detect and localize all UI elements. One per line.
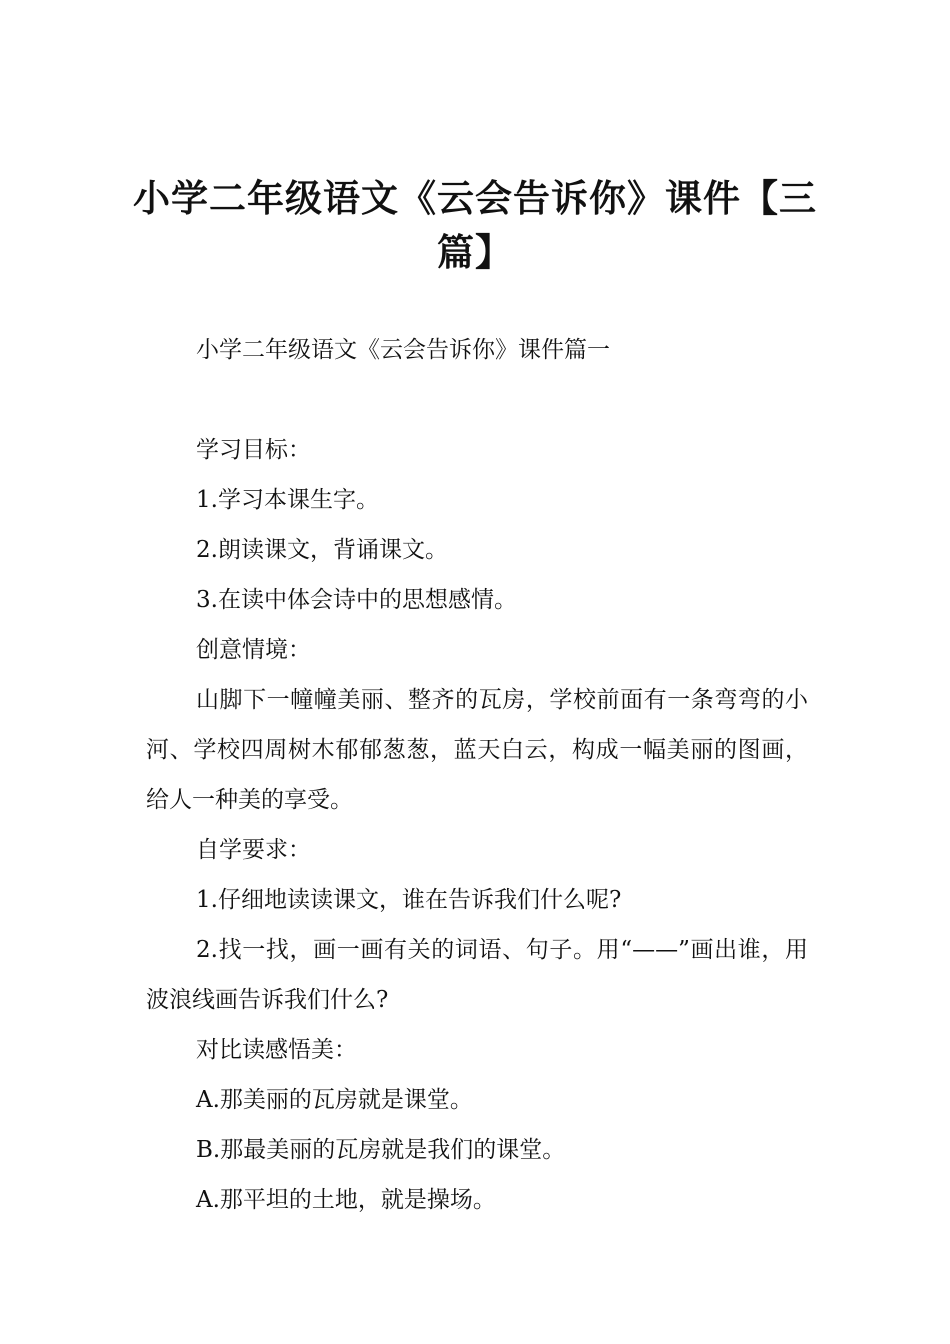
document-title: 小学二年级语文《云会告诉你》课件【三篇】 <box>133 177 817 274</box>
paragraph-scenario-heading: 创意情境： <box>196 637 311 663</box>
paragraph-compare-b1: B.那最美丽的瓦房就是我们的课堂。 <box>196 1137 566 1163</box>
paragraph-goal-2: 2.朗读课文，背诵课文。 <box>196 537 448 563</box>
paragraph-self-study-1: 1.仔细地读读课文，谁在告诉我们什么呢? <box>196 887 622 913</box>
document-body <box>146 325 808 1225</box>
paragraph-self-study-2: 2.找一找，画一画有关的词语、句子。用“——”画出谁，用波浪线画告诉我们什么? <box>146 937 808 1013</box>
paragraph-goal-1: 1.学习本课生字。 <box>196 487 379 513</box>
paragraph-compare-a1: A.那美丽的瓦房就是课堂。 <box>196 1087 473 1113</box>
paragraph-compare-a2: A.那平坦的土地，就是操场。 <box>196 1187 496 1213</box>
paragraph-scenario-text: 山脚下一幢幢美丽、整齐的瓦房，学校前面有一条弯弯的小河、学校四周树木郁郁葱葱，蓝天白云，构成一幅美丽的图画，给人一种美的享受。 <box>146 687 808 813</box>
paragraph-learning-goals-heading: 学习目标： <box>196 437 311 463</box>
paragraph-self-study-heading: 自学要求： <box>196 837 311 863</box>
section-heading: 小学二年级语文《云会告诉你》课件篇一 <box>196 337 610 363</box>
paragraph-compare-heading: 对比读感悟美： <box>196 1037 357 1063</box>
paragraph-goal-3: 3.在读中体会诗中的思想感情。 <box>196 587 517 613</box>
